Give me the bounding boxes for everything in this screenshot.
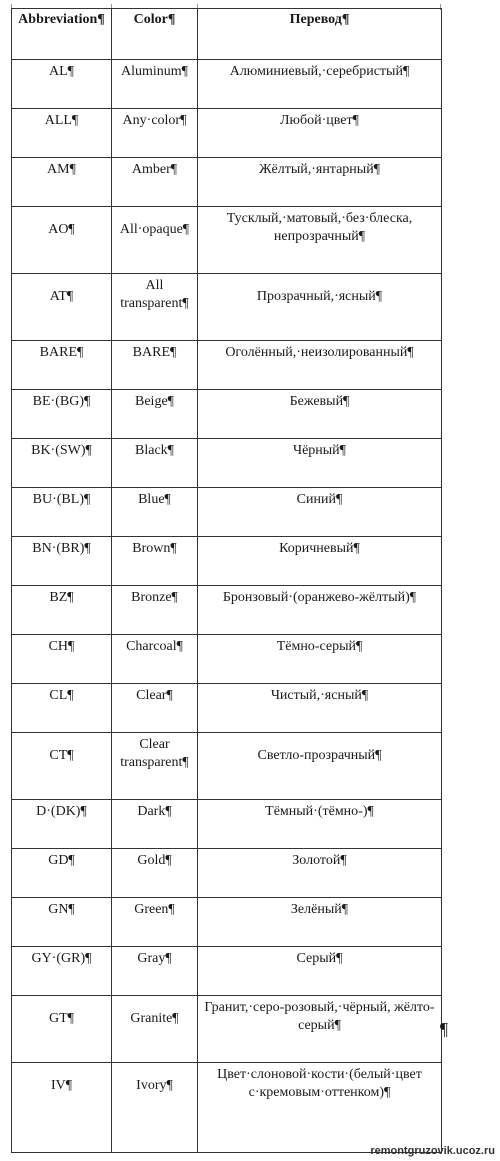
color-cell: Bronze¶ <box>112 586 198 635</box>
color-cell: Charcoal¶ <box>112 635 198 684</box>
header-translation: Перевод¶ <box>198 9 442 60</box>
translation-cell: Бронзовый·(оранжево-жёлтый)¶ <box>198 586 442 635</box>
abbreviation-cell: BE·(BG)¶ <box>12 390 112 439</box>
color-cell: Green¶ <box>112 898 198 947</box>
color-cell: Clear¶ <box>112 684 198 733</box>
abbreviation-cell: CL¶ <box>12 684 112 733</box>
color-cell: Any·color¶ <box>112 109 198 158</box>
table-row <box>12 341 442 390</box>
color-cell: All·opaque¶ <box>112 207 198 274</box>
abbreviation-cell: GN¶ <box>12 898 112 947</box>
translation-cell: Светло-прозрачный¶ <box>198 733 442 800</box>
translation-cell: Жёлтый,·янтарный¶ <box>198 158 442 207</box>
table-row <box>12 274 442 341</box>
table-row <box>12 158 442 207</box>
abbreviation-cell: BZ¶ <box>12 586 112 635</box>
table-row <box>12 537 442 586</box>
table-row <box>12 947 442 996</box>
color-cell: Ivory¶ <box>112 1063 198 1153</box>
table-row <box>12 635 442 684</box>
abbreviation-cell: AL¶ <box>12 60 112 109</box>
table-row <box>12 109 442 158</box>
translation-cell: Тёмно-серый¶ <box>198 635 442 684</box>
color-cell: Clear transparent¶ <box>112 733 198 800</box>
abbreviation-cell: CT¶ <box>12 733 112 800</box>
table-row <box>12 1063 442 1153</box>
translation-cell: Оголённый,·неизолированный¶ <box>198 341 442 390</box>
translation-cell: Зелёный¶ <box>198 898 442 947</box>
translation-cell: Тусклый,·матовый,·без·блеска, непрозрачный¶ <box>198 207 442 274</box>
abbreviation-cell: GT¶ <box>12 996 112 1063</box>
translation-cell: Чёрный¶ <box>198 439 442 488</box>
table-row <box>12 488 442 537</box>
abbreviation-cell: AT¶ <box>12 274 112 341</box>
watermark: remontgruzovik.ucoz.ru <box>370 1145 495 1157</box>
translation-cell: Золотой¶ <box>198 849 442 898</box>
abbreviation-cell: GY·(GR)¶ <box>12 947 112 996</box>
abbreviation-cell: BU·(BL)¶ <box>12 488 112 537</box>
translation-cell: Цвет·слоновой·кости·(белый·цвет с·кремовым·оттенком)¶ <box>198 1063 442 1153</box>
table-row <box>12 898 442 947</box>
abbreviation-cell: D·(DK)¶ <box>12 800 112 849</box>
table-row <box>12 684 442 733</box>
abbreviation-cell: AM¶ <box>12 158 112 207</box>
table-row <box>12 439 442 488</box>
color-cell: Aluminum¶ <box>112 60 198 109</box>
color-cell: Blue¶ <box>112 488 198 537</box>
abbreviation-cell: IV¶ <box>12 1063 112 1153</box>
translation-cell: Бежевый¶ <box>198 390 442 439</box>
color-cell: Granite¶ <box>112 996 198 1063</box>
header-color: Color¶ <box>112 9 198 60</box>
abbreviation-cell: AO¶ <box>12 207 112 274</box>
abbreviation-cell: GD¶ <box>12 849 112 898</box>
header-abbreviation: Abbreviation¶ <box>12 9 112 60</box>
table-row <box>12 733 442 800</box>
abbreviation-cell: BK·(SW)¶ <box>12 439 112 488</box>
table-row <box>12 849 442 898</box>
paragraph-mark: ¶ <box>440 1019 449 1039</box>
translation-cell: Коричневый¶ <box>198 537 442 586</box>
color-cell: Brown¶ <box>112 537 198 586</box>
color-cell: Amber¶ <box>112 158 198 207</box>
translation-cell: Гранит,·серо-розовый,·чёрный, жёлто-серый¶ <box>198 996 442 1063</box>
color-cell: Dark¶ <box>112 800 198 849</box>
translation-cell: Любой·цвет¶ <box>198 109 442 158</box>
color-cell: Gold¶ <box>112 849 198 898</box>
table-body <box>12 60 442 1153</box>
translation-cell: Алюминиевый,·серебристый¶ <box>198 60 442 109</box>
table-header-row <box>12 9 442 60</box>
table-row <box>12 800 442 849</box>
abbreviation-cell: CH¶ <box>12 635 112 684</box>
abbreviation-cell: ALL¶ <box>12 109 112 158</box>
table-row <box>12 996 442 1063</box>
color-cell: BARE¶ <box>112 341 198 390</box>
translation-cell: Прозрачный,·ясный¶ <box>198 274 442 341</box>
translation-cell: Синий¶ <box>198 488 442 537</box>
table-row <box>12 586 442 635</box>
table-row <box>12 60 442 109</box>
abbreviation-table <box>11 8 442 1153</box>
translation-cell: Серый¶ <box>198 947 442 996</box>
abbreviation-cell: BARE¶ <box>12 341 112 390</box>
color-cell: Gray¶ <box>112 947 198 996</box>
translation-cell: Тёмный·(тёмно-)¶ <box>198 800 442 849</box>
translation-cell: Чистый,·ясный¶ <box>198 684 442 733</box>
color-cell: Black¶ <box>112 439 198 488</box>
table-row <box>12 207 442 274</box>
color-cell: All transparent¶ <box>112 274 198 341</box>
abbreviation-cell: BN·(BR)¶ <box>12 537 112 586</box>
color-cell: Beige¶ <box>112 390 198 439</box>
table-row <box>12 390 442 439</box>
